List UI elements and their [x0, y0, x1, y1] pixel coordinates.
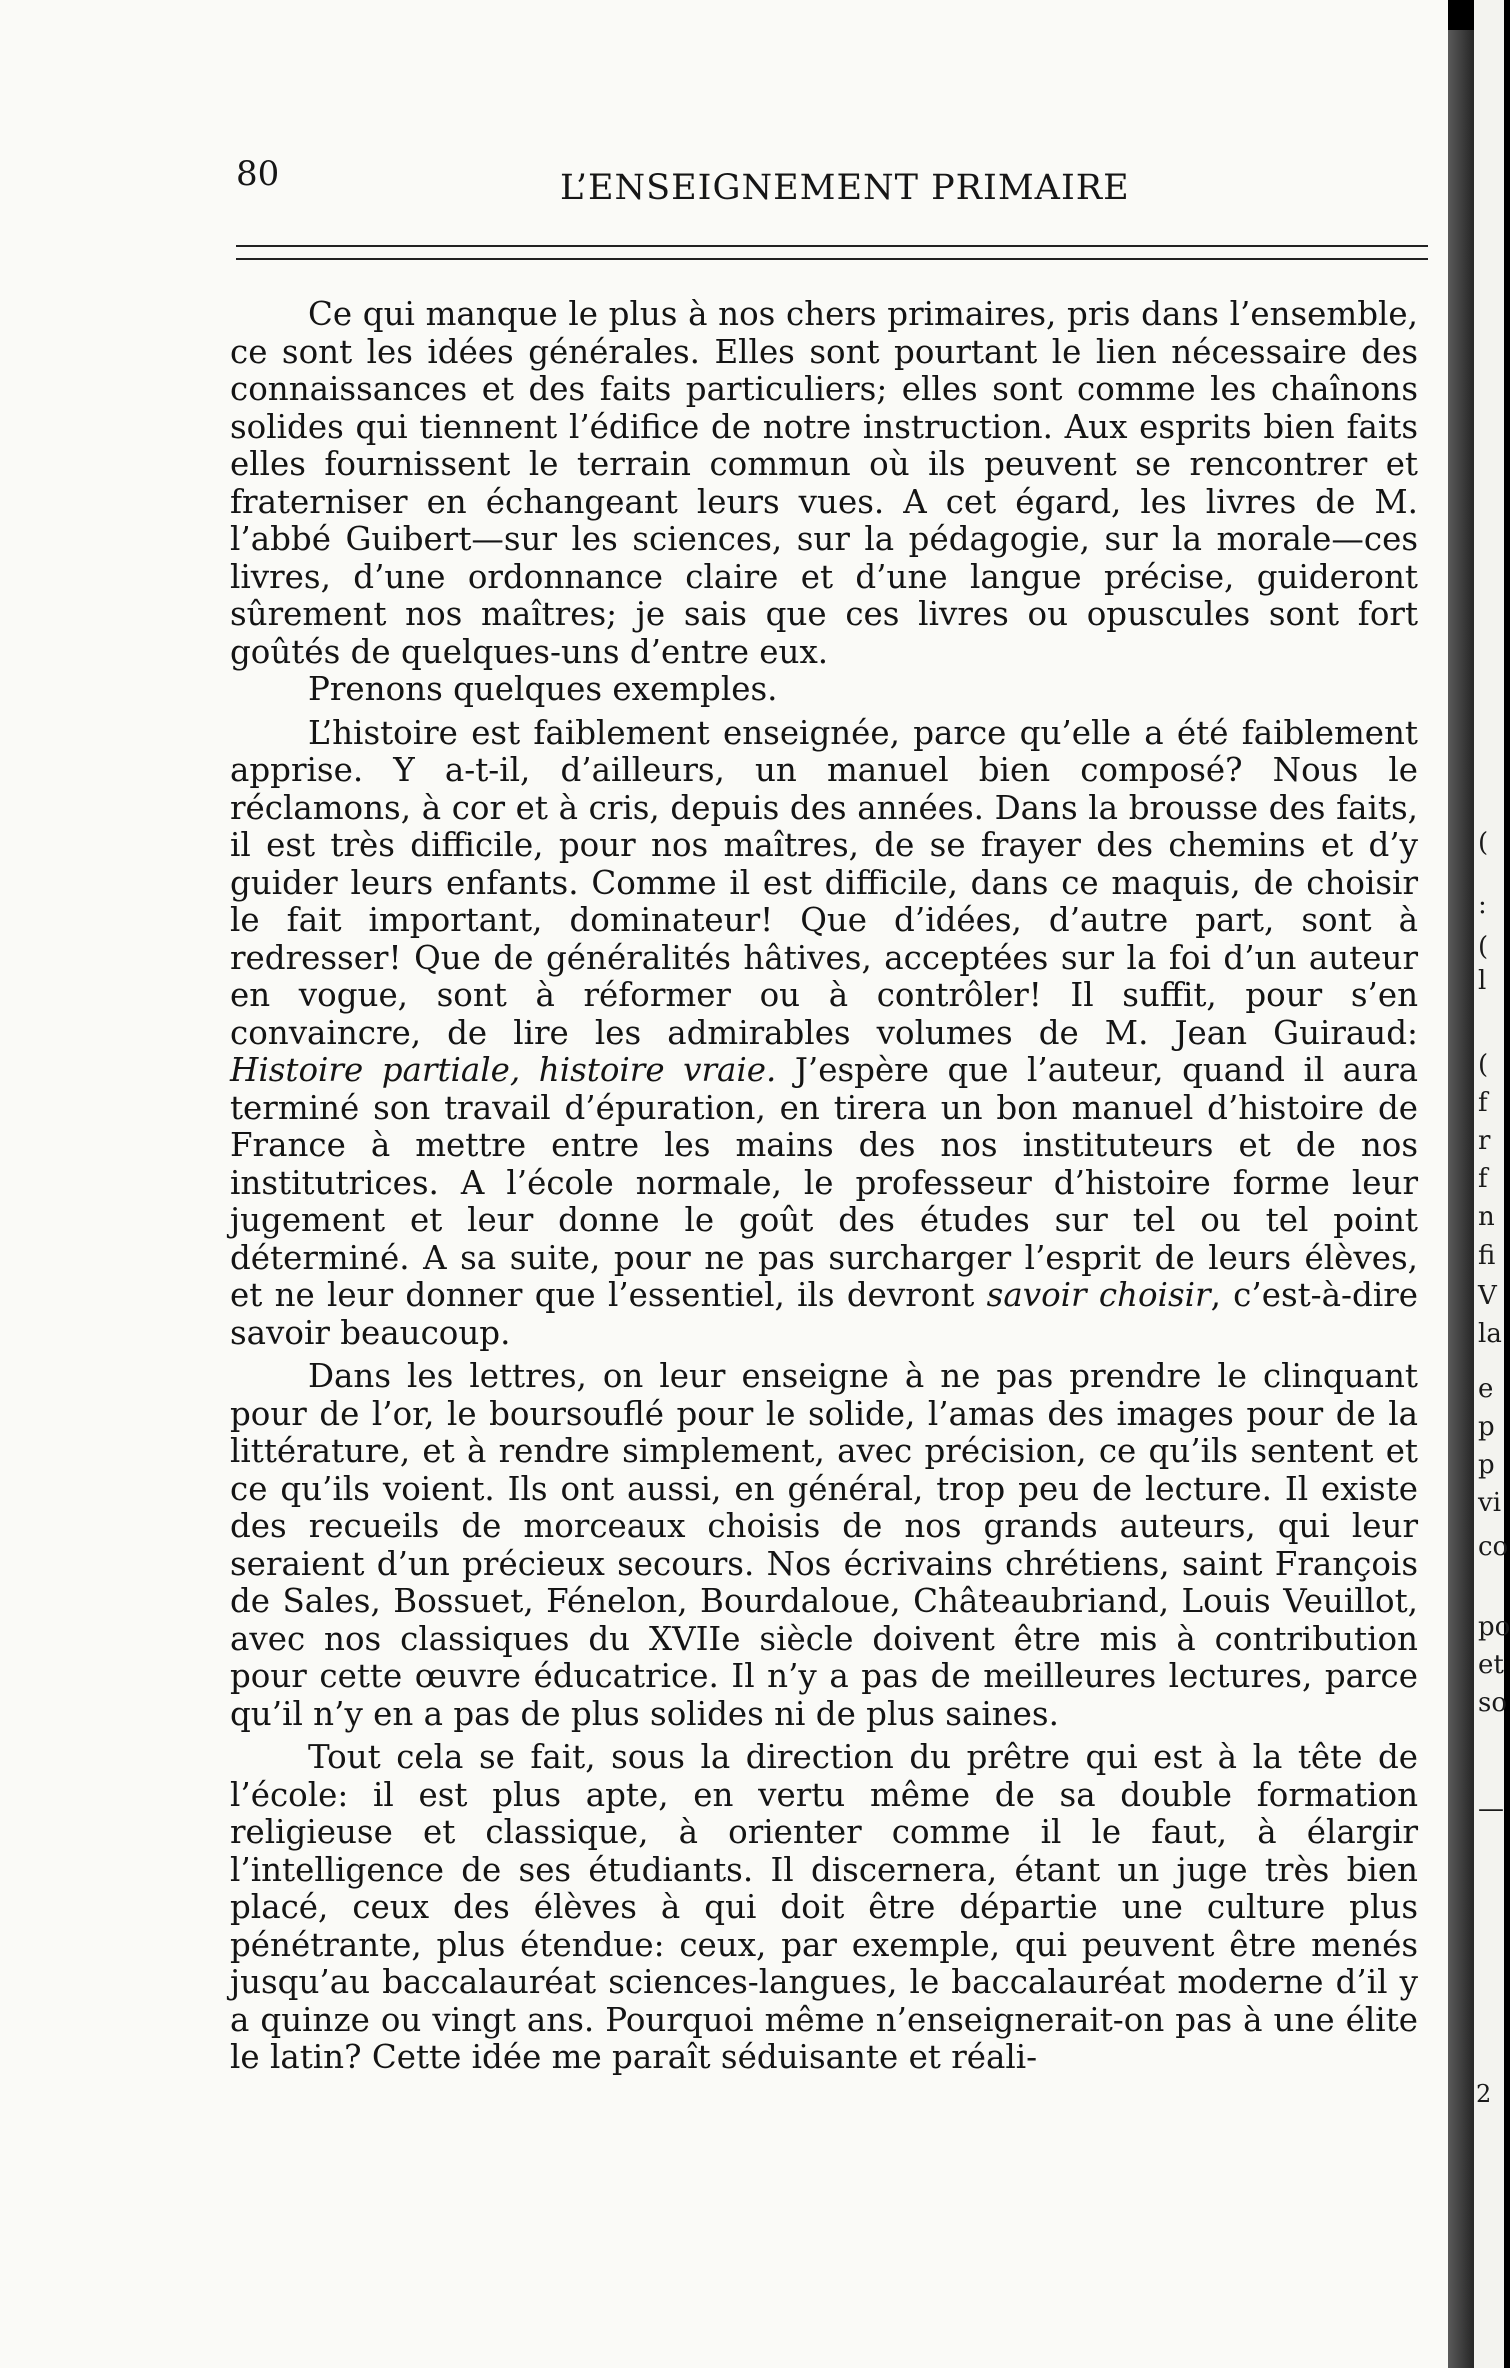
page-number: 80 — [236, 154, 280, 194]
margin-fragment: — — [1478, 1794, 1504, 1824]
header-rule-top — [236, 245, 1428, 247]
margin-fragment: l — [1478, 966, 1487, 996]
body-text — [230, 296, 1418, 2077]
history-text-part-2: J’espère que l’auteur, quand il aura terminé son travail d’épuration, en tirera un bon manuel d’histoire de France à mettre entre les mains des nos instituteurs et de nos institutrices. A l’école normale, le professeur d’histoire forme leur jugement et leur donne le goût des études sur tel ou tel point déterminé. A sa suite, pour ne pas surcharger l’esprit de leurs élèves, et ne leur donner que l’essentiel, ils devront — [230, 1051, 1418, 1314]
margin-fragment: f — [1478, 1164, 1488, 1194]
margin-fragment: co — [1478, 1532, 1509, 1562]
paragraph-direction: Tout cela se fait, sous la direction du prêtre qui est à la tête de l’école: il est plus apte, en vertu même de sa double formation religieuse et classique, à orienter comme il le faut, à élargir l’intelligence de ses étudiants. Il discernera, étant un juge très bien placé, ceux des élèves à qui doit être départie une culture plus pénétrante, plus étendue: ceux, par exemple, qui peuvent être menés jusqu’au baccalauréat sciences-langues, le baccalauréat moderne d’il y a quinze ou vingt ans. Pourquoi même n’enseignerait-on pas à une élite le latin? Cette idée me paraît séduisante et réali- — [230, 1738, 1418, 2076]
paragraph-general-ideas: Ce qui manque le plus à nos chers primaires, pris dans l’ensemble, ce sont les idées générales. Elles sont pourtant le lien nécessaire des connaissances et des faits particuliers; elles sont comme les chaînons solides qui tiennent l’édifice de notre instruction. Aux esprits bien faits elles fournissent le terrain commun où ils peuvent se rencontrer et fraterniser en échangeant leurs vues. A cet égard, les livres de M. l’abbé Guibert—sur les sciences, sur la pédagogie, sur la morale—ces livres, d’une ordonnance claire et d’une langue précise, guideront sûrement nos maîtres; je sais que ces livres ou opuscules sont fort goûtés de quelques-uns d’entre eux. — [230, 295, 1418, 671]
margin-fragment: f — [1478, 1088, 1488, 1118]
paragraph-letters: Dans les lettres, on leur enseigne à ne pas prendre le clinquant pour de l’or, le boursouflé pour le solide, l’amas des images pour de la littérature, et à rendre simplement, avec précision, ce qu’ils sentent et ce qu’ils voient. Ils ont aussi, en général, trop peu de lecture. Il existe des recueils de morceaux choisis de nos grands auteurs, qui leur seraient d’un précieux secours. Nos écrivains chrétiens, saint François de Sales, Bossuet, Fénelon, Bourdaloue, Châteaubriand, Louis Veuillot, avec nos classiques du XVIIe siècle doivent être mis à contribution pour cette œuvre éducatrice. Il n’y a pas de meilleures lectures, parce qu’il n’y en a pas de plus solides ni de plus saines. — [230, 1357, 1418, 1733]
savoir-choisir-emphasis: savoir choisir — [986, 1276, 1211, 1314]
margin-fragment: po — [1478, 1612, 1510, 1642]
next-page-number: 2 — [1476, 2080, 1492, 2108]
margin-fragment: ( — [1478, 828, 1489, 858]
paragraph-history — [230, 715, 1418, 1353]
margin-fragment: V — [1478, 1281, 1497, 1311]
running-title: L’ENSEIGNEMENT PRIMAIRE — [560, 168, 1130, 208]
margin-fragment: vi — [1478, 1488, 1502, 1518]
margin-fragment: e — [1478, 1374, 1494, 1404]
margin-fragment: et — [1478, 1650, 1504, 1680]
margin-fragment: r — [1478, 1126, 1491, 1156]
book-title-emphasis: Histoire partiale, histoire vraie. — [230, 1051, 777, 1089]
margin-fragment: fi — [1478, 1241, 1496, 1271]
margin-fragment: ( — [1478, 1050, 1489, 1080]
margin-fragment: la — [1478, 1319, 1502, 1349]
history-text-part-3: , c’est-à-dire savoir beaucoup. — [230, 1276, 1418, 1352]
margin-fragment: p — [1478, 1450, 1495, 1480]
margin-fragment: : — [1478, 890, 1487, 920]
margin-fragment: p — [1478, 1412, 1495, 1442]
header-rule-bottom — [236, 258, 1428, 260]
margin-fragment: n — [1478, 1202, 1495, 1232]
margin-fragment: ( — [1478, 932, 1489, 962]
history-text-part-1: L’histoire est faiblement enseignée, parce qu’elle a été faiblement apprise. Y a-t-il, d’ailleurs, un manuel bien composé? Nous le réclamons, à cor et à cris, depuis des années. Dans la brousse des faits, il est très difficile, pour nos maîtres, de se frayer des chemins et d’y guider leurs enfants. Comme il est difficile, dans ce maquis, de choisir le fait important, dominateur! Que d’idées, d’autre part, sont à redresser! Que de généralités hâtives, acceptées sur la foi d’un auteur en vogue, sont à réformer ou à contrôler! Il suffit, pour s’en convaincre, de lire les admirables volumes de M. Jean Guiraud: — [230, 713, 1418, 1052]
paragraph-examples: Prenons quelques exemples. — [308, 670, 778, 708]
margin-fragment: so — [1478, 1688, 1507, 1718]
